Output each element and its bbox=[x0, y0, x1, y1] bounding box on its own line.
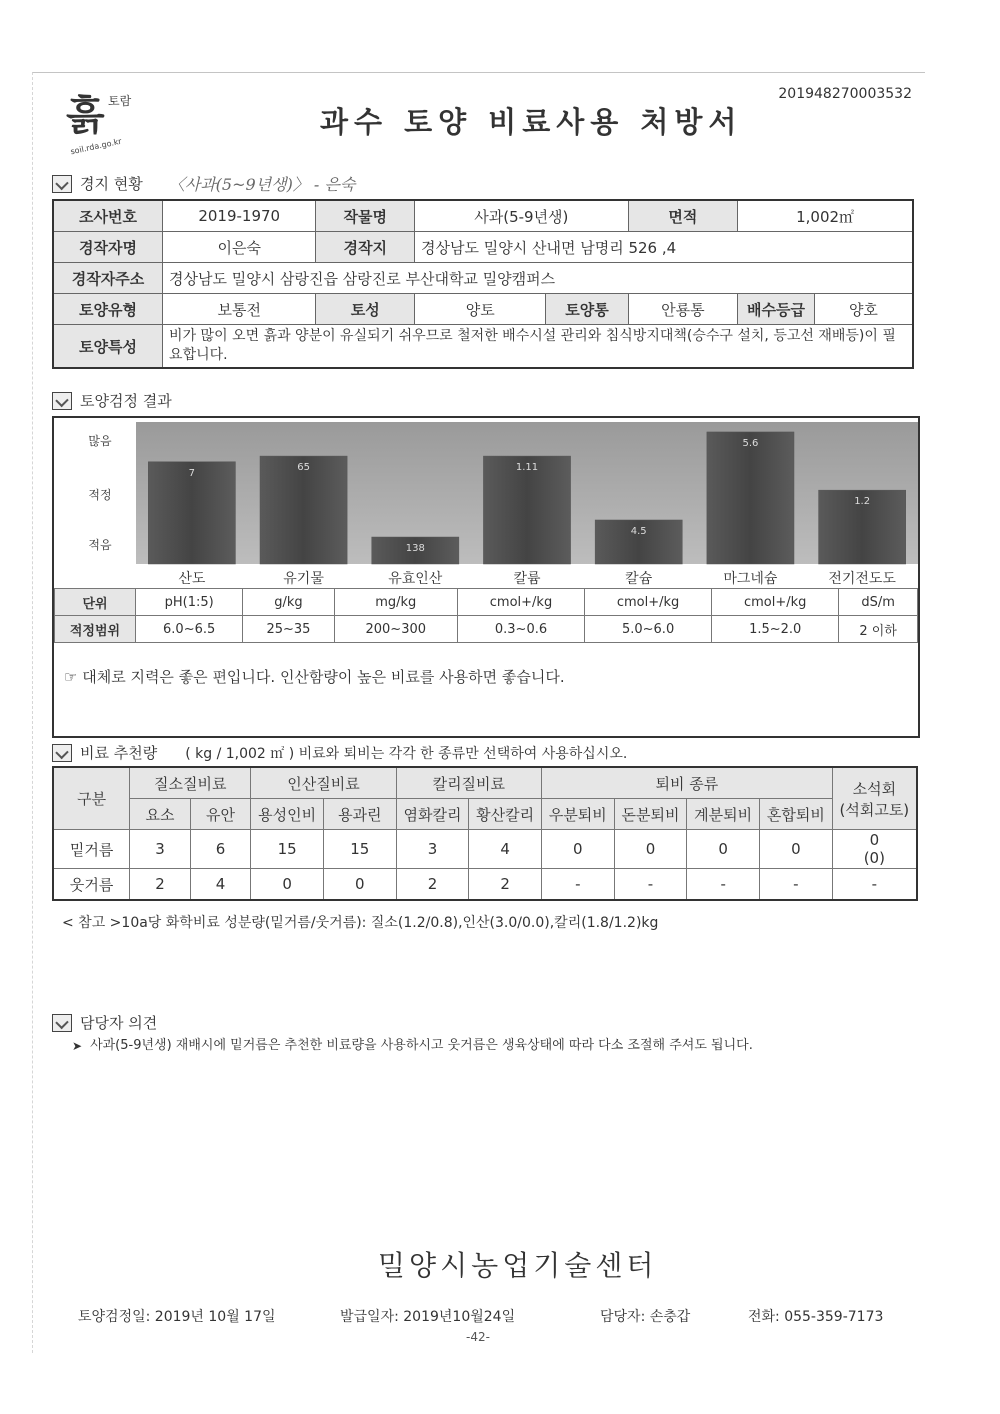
unit-cell: g/kg bbox=[243, 589, 334, 616]
range-cell: 0.3~0.6 bbox=[457, 616, 584, 643]
soil-nature-label: 토성 bbox=[316, 294, 415, 325]
data-label: 5.6 bbox=[742, 437, 759, 449]
survey-no-label: 조사번호 bbox=[53, 200, 163, 232]
table-cell: 4 bbox=[469, 830, 542, 869]
table-cell: 6 bbox=[190, 830, 251, 869]
table-cell: - bbox=[541, 869, 614, 901]
fertilizer-column-header: 계분퇴비 bbox=[687, 799, 760, 830]
units-label: 단위 bbox=[55, 589, 136, 616]
range-cell: 25~35 bbox=[243, 616, 334, 643]
unit-cell: cmol+/kg bbox=[712, 589, 839, 616]
table-cell: - bbox=[687, 869, 760, 901]
fertilizer-column-header: 돈분퇴비 bbox=[614, 799, 687, 830]
lime-value: - bbox=[871, 875, 878, 893]
drainage: 양호 bbox=[814, 294, 913, 325]
fertilizer-table bbox=[52, 766, 918, 901]
logo bbox=[60, 84, 140, 160]
range-cell: 5.0~6.0 bbox=[585, 616, 712, 643]
fertilizer-column-header: 유안 bbox=[190, 799, 251, 830]
issue-date: 발급일자: 2019년10월24일 bbox=[340, 1309, 516, 1325]
table-cell: 0 bbox=[760, 830, 833, 869]
section-icon bbox=[52, 175, 72, 193]
pointer-icon: ☞ bbox=[64, 668, 83, 686]
test-date: 토양검정일: 2019년 10월 17일 bbox=[78, 1309, 276, 1325]
header-group: 구분 bbox=[53, 767, 130, 830]
header-nitrogen: 질소질비료 bbox=[130, 767, 251, 799]
area: 1,002㎡ bbox=[738, 200, 913, 232]
table-cell: 4 bbox=[190, 869, 251, 901]
crop: 사과(5-9년생) bbox=[415, 200, 629, 232]
fertilizer-note: ( kg / 1,002 ㎡ ) 비료와 퇴비는 각각 한 종류만 선택하여 사용하십시오. bbox=[185, 745, 628, 762]
page-number: -42- bbox=[466, 1330, 490, 1344]
category-label: 유기물 bbox=[283, 571, 324, 587]
result-note-text: 대체로 지력은 좋은 편입니다. 인산함량이 높은 비료를 사용하면 좋습니다. bbox=[82, 668, 565, 686]
lime-label: 소석회 bbox=[852, 779, 897, 798]
table-cell: 0 bbox=[323, 869, 396, 901]
site: 경상남도 밀양시 산내면 남명리 526 ,4 bbox=[415, 232, 913, 263]
fertilizer-column-header: 용과린 bbox=[323, 799, 396, 830]
unit-cell: cmol+/kg bbox=[585, 589, 712, 616]
table-cell: 15 bbox=[323, 830, 396, 869]
table-cell: 2 bbox=[469, 869, 542, 901]
survey-no: 2019-1970 bbox=[163, 200, 316, 232]
range-cell: 1.5~2.0 bbox=[712, 616, 839, 643]
table-cell: 2 bbox=[396, 869, 469, 901]
soil-series-label: 토양통 bbox=[546, 294, 628, 325]
address-label: 경작자주소 bbox=[53, 263, 163, 294]
category-label: 전기전도도 bbox=[828, 571, 896, 587]
section-label: 비료 추천량 bbox=[80, 744, 158, 762]
center-name: 밀양시농업기술센터 bbox=[378, 1249, 658, 1282]
section-label: 토양검정 결과 bbox=[80, 392, 172, 410]
lime-sublabel: (석회고토) bbox=[839, 800, 910, 819]
document-id: 201948270003532 bbox=[778, 86, 912, 102]
table-row bbox=[53, 830, 917, 869]
fertilizer-column-header: 요소 bbox=[130, 799, 191, 830]
bar bbox=[707, 432, 794, 564]
section-icon bbox=[52, 1014, 72, 1032]
row-label: 웃거름 bbox=[53, 869, 130, 901]
logo-mark: 흙 bbox=[66, 92, 105, 139]
section-label: 담당자 의견 bbox=[80, 1014, 158, 1032]
table-cell: 0 bbox=[614, 830, 687, 869]
address: 경상남도 밀양시 삼랑진읍 삼랑진로 부산대학교 밀양캠퍼스 bbox=[163, 263, 913, 294]
soil-test-panel bbox=[52, 416, 920, 738]
table-cell: 2 bbox=[130, 869, 191, 901]
soil-nature: 양토 bbox=[415, 294, 546, 325]
manager: 담당자: 손충갑 bbox=[600, 1309, 691, 1325]
soil-type: 보통전 bbox=[163, 294, 316, 325]
data-label: 138 bbox=[405, 543, 425, 555]
area-label: 면적 bbox=[628, 200, 738, 232]
drainage-label: 배수등급 bbox=[738, 294, 815, 325]
section-soil-test bbox=[52, 390, 172, 411]
table-cell: 15 bbox=[251, 830, 324, 869]
category-label: 칼슘 bbox=[625, 571, 653, 587]
section-field-status bbox=[52, 172, 355, 195]
range-cell: 200~300 bbox=[334, 616, 457, 643]
y-level-label: 많음 bbox=[88, 434, 112, 448]
section-label: 경지 현황 bbox=[80, 175, 143, 193]
handwritten-note: 〈사과(5~9년생)〉 - 은숙 bbox=[168, 175, 356, 194]
row-label: 밑거름 bbox=[53, 830, 130, 869]
fertilizer-column-header: 우분퇴비 bbox=[541, 799, 614, 830]
fertilizer-column-header: 용성인비 bbox=[251, 799, 324, 830]
table-row bbox=[53, 869, 917, 901]
soil-test-chart bbox=[54, 418, 918, 588]
arrow-icon: ➤ bbox=[72, 1039, 83, 1053]
fertilizer-column-header: 혼합퇴비 bbox=[760, 799, 833, 830]
soil-series: 안룡통 bbox=[628, 294, 738, 325]
y-level-label: 적음 bbox=[88, 538, 112, 552]
fertilizer-column-header: 황산칼리 bbox=[469, 799, 542, 830]
y-level-label: 적정 bbox=[88, 488, 112, 502]
table-cell: 0 bbox=[687, 830, 760, 869]
lime-cell bbox=[832, 830, 917, 869]
manager-opinion bbox=[72, 1038, 912, 1054]
header-compost: 퇴비 종류 bbox=[541, 767, 832, 799]
data-label: 1.2 bbox=[854, 496, 871, 508]
table-cell: - bbox=[760, 869, 833, 901]
farmer-label: 경작자명 bbox=[53, 232, 163, 263]
table-cell: 0 bbox=[541, 830, 614, 869]
phone: 전화: 055-359-7173 bbox=[748, 1309, 884, 1325]
data-label: 65 bbox=[297, 462, 310, 474]
table-cell: 0 bbox=[251, 869, 324, 901]
header-lime bbox=[832, 767, 917, 830]
soil-characteristic: 비가 많이 오면 흙과 양분이 유실되기 쉬우므로 철저한 배수시설 관리와 침식방지대책(승수구 설치, 등고선 재배등)이 필요합니다. bbox=[163, 325, 913, 369]
farmer-name: 이은숙 bbox=[163, 232, 316, 263]
category-label: 산도 bbox=[178, 571, 206, 587]
unit-cell: cmol+/kg bbox=[457, 589, 584, 616]
header-potash: 칼리질비료 bbox=[396, 767, 541, 799]
field-info-table bbox=[52, 199, 914, 369]
opinion-text: 사과(5-9년생) 재배시에 밑거름은 추천한 비료량을 사용하시고 웃거름은 생육상태에 따라 다소 조절해 주셔도 됩니다. bbox=[90, 1038, 753, 1053]
crop-label: 작물명 bbox=[316, 200, 415, 232]
data-label: 4.5 bbox=[630, 525, 647, 537]
unit-cell: dS/m bbox=[839, 589, 918, 616]
table-cell: 3 bbox=[130, 830, 191, 869]
ranges-row bbox=[55, 616, 918, 643]
unit-cell: mg/kg bbox=[334, 589, 457, 616]
result-note bbox=[64, 666, 565, 687]
lime-value: 0 bbox=[869, 831, 880, 849]
data-label: 1.11 bbox=[515, 462, 539, 474]
reference-note: < 참고 >10a당 화학비료 성분량(밑거름/웃거름): 질소(1.2/0.8),인산(3.0/0.0),칼리(1.8/1.2)kg bbox=[62, 915, 659, 931]
logo-sub: 토람 bbox=[108, 94, 132, 108]
page-title: 과수 토양 비료사용 처방서 bbox=[320, 105, 743, 139]
table-cell: 3 bbox=[396, 830, 469, 869]
characteristic-label: 토양특성 bbox=[53, 325, 163, 369]
category-label: 유효인산 bbox=[388, 571, 443, 587]
range-cell: 6.0~6.5 bbox=[136, 616, 243, 643]
fertilizer-columns bbox=[53, 799, 917, 830]
section-icon bbox=[52, 392, 72, 410]
data-label: 7 bbox=[188, 467, 196, 479]
table-cell: - bbox=[614, 869, 687, 901]
category-label: 마그네슘 bbox=[723, 571, 778, 587]
logo-url: soil.rda.go.kr bbox=[69, 136, 123, 157]
units-table bbox=[54, 588, 918, 643]
soil-type-label: 토양유형 bbox=[53, 294, 163, 325]
range-cell: 2 이하 bbox=[839, 616, 918, 643]
unit-cell: pH(1:5) bbox=[136, 589, 243, 616]
site-label: 경작지 bbox=[316, 232, 415, 263]
lime-cell bbox=[832, 869, 917, 901]
lime-subvalue: (0) bbox=[863, 849, 885, 867]
section-icon bbox=[52, 744, 72, 762]
header-phosphate: 인산질비료 bbox=[251, 767, 396, 799]
fertilizer-column-header: 염화칼리 bbox=[396, 799, 469, 830]
section-fertilizer bbox=[52, 742, 627, 763]
category-label: 칼륨 bbox=[513, 571, 541, 587]
units-row bbox=[55, 589, 918, 616]
ranges-label: 적정범위 bbox=[55, 616, 136, 643]
section-opinion bbox=[52, 1012, 157, 1033]
